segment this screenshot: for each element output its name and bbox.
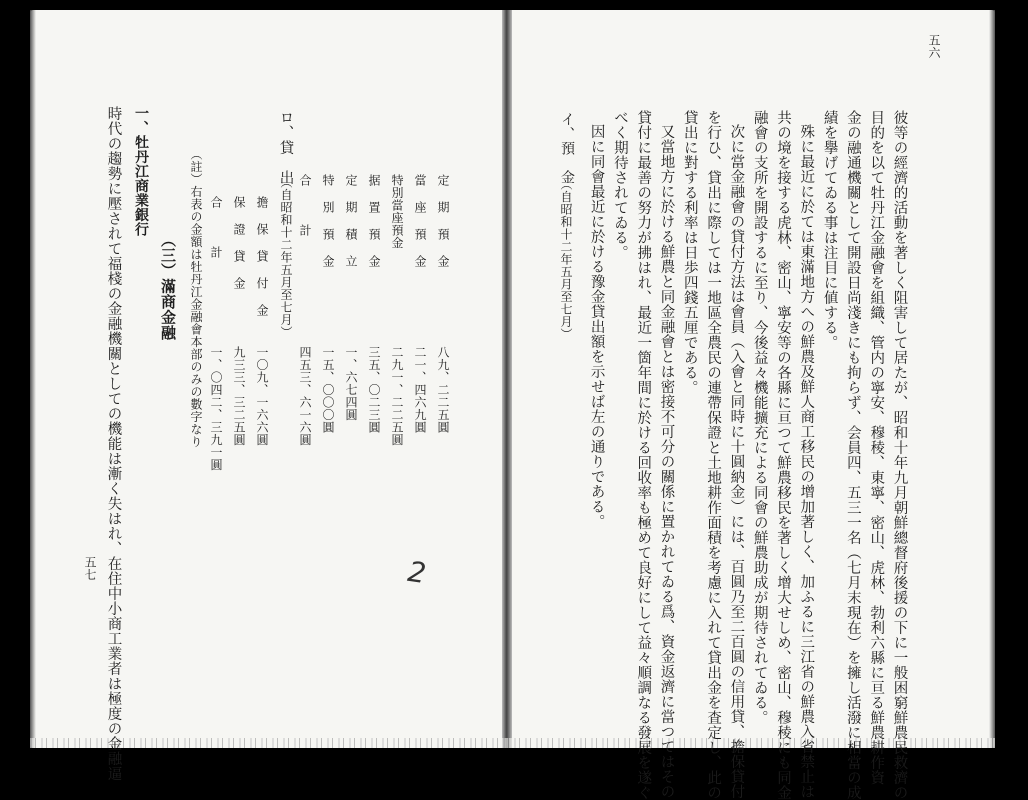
loans-heading: ロ、貸 出 — [277, 110, 294, 185]
table-label: 擔 保 貸 付 金 — [255, 196, 269, 317]
table-amount: 一五、〇〇〇圓 — [321, 346, 335, 434]
body-line: 次に當金融會の貸付方法は會員（入會と同時に十圓納金）には、百圓乃至二百圓の信用貸、擔保貸付 — [728, 124, 745, 799]
body-line: 目的を以て牡丹江金融會を組織、管内の寧安、穆稜、東寧、密山、虎林、勃利六縣に亘る鮮農耕作資 — [868, 110, 885, 785]
table-amount: 三五、〇二三圓 — [367, 346, 381, 434]
body-line: 共の境を接する虎林、密山、寧安等の各縣に亘つて鮮農移民を著しく增大せしめ、密山、穆稜にも同金 — [775, 110, 791, 800]
body-line: 貸出に對する利率は日歩四錢五厘である。 — [681, 110, 698, 395]
handwritten-mark: 2 — [405, 554, 429, 591]
table-label: 保 證 貸 金 — [232, 196, 246, 290]
table-amount: 一〇九、一六六圓 — [255, 346, 269, 446]
subsection-heading: 一、牡丹江商業銀行 — [133, 106, 149, 237]
table-label: 定 期 預 金 — [436, 174, 450, 268]
table-label: 特 別 預 金 — [321, 174, 335, 268]
table-amount: 一、〇四二、三九一圓 — [209, 346, 223, 471]
body-line: 彼等の經濟的活動を著しく阻害して居たが、昭和十年九月朝鮮總督府後援の下に一般困窮鮮農民救濟の — [891, 110, 908, 800]
book-gutter — [502, 10, 512, 748]
loans-period: （自昭和十二年五月至七月） — [279, 176, 293, 339]
table-amount: 八九、二二五圓 — [436, 346, 450, 434]
right-page-number: 五六 — [927, 34, 941, 59]
body-line: を行ひ、貸出に際しては一地區全農民の連帶保證と土地耕作面積を考慮に入れて貸出金を査定し、此の — [705, 110, 722, 800]
table-amount: 四五三、六一六圓 — [298, 346, 312, 446]
table-amount: 九三三、三二五圓 — [232, 346, 246, 446]
body-line: 貸付に最善の努力が拂はれ、最近一箇年間に於ける回收率も極めて良好にして益々順調なる發展を遂ぐ — [635, 110, 652, 800]
table-label: 合 計 — [298, 174, 312, 237]
body-line: 又當地方に於ける鮮農と同金融會とは密接不可分の關係に置かれてゐる爲、資金返濟に當つてはその — [658, 124, 675, 799]
left-page-number: 五七 — [83, 556, 97, 581]
body-line: べく期待されてゐる。 — [611, 110, 628, 260]
table-amount: 一、六七四圓 — [344, 346, 358, 421]
table-amount: 二九一、二二五圓 — [390, 346, 404, 446]
table-amount: 二一、四六九圓 — [413, 346, 427, 434]
body-line: 金の融通機關として開設日尚淺きにも拘らず、会員四、五三一名（七月末現在）を擁し活潑に相當の成 — [844, 110, 861, 800]
body-line: 績を擧げてゐる事は注目に値する。 — [821, 110, 838, 350]
right-edge-shadow — [989, 10, 995, 748]
body-line: 因に同會最近に於ける豫金貸出額を示せば左の通りである。 — [588, 124, 605, 529]
left-edge-shadow — [30, 10, 36, 748]
table-label: 合 計 — [209, 196, 223, 259]
deposit-heading: イ、預 金 — [559, 112, 575, 185]
table-label: 定 期 積 立 — [344, 174, 358, 268]
table-label: 當 座 預 金 — [413, 174, 427, 268]
deposit-period: （自昭和十二年五月至七月） — [559, 178, 573, 341]
table-label: 特別當座預金 — [390, 174, 404, 249]
left-final-line: 時代の趨勢に壓されて福棧の金融機關としての機能は漸く失はれ、在住中小商工業者は極度の金融逼 — [105, 106, 122, 781]
body-line: 融會の支所を開設するに至り、今後益々機能擴充による同會の鮮農助成が期待されてゐる。 — [751, 110, 768, 725]
body-line: 殊に最近に於ては東滿地方への鮮農及鮮人商工移民の增加著しく、加ふるに三江省の鮮農入省禁止は — [798, 124, 815, 799]
table-label: 据 置 預 金 — [367, 174, 381, 268]
table-note: （註）右表の金額は牡丹江金融會本部のみの數字なり — [189, 148, 203, 448]
section-heading: （三）滿商金融 — [159, 232, 177, 341]
